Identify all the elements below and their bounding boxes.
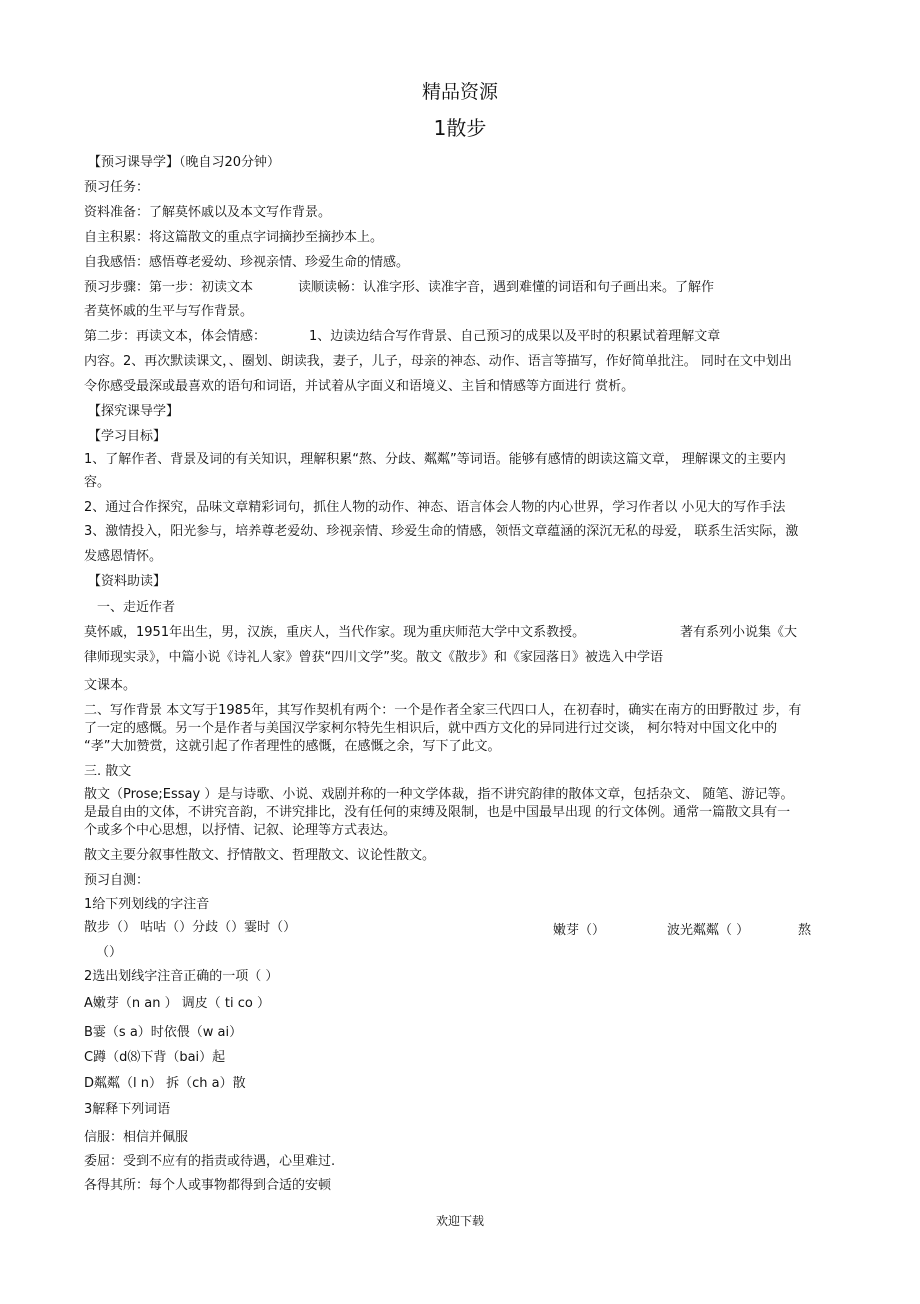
subsection-heading: 一、走近作者 [97,600,176,615]
text-line: 3、激情投入，阳光参与，培养尊老爱幼、珍视亲情、珍爱生命的情感，领悟文章蕴涵的深沉无私的母爱， 联系生活实际，激 [84,524,799,539]
text-line: 内容。2、再次默读课文，、圈划、朗读我，妻子，儿子，母亲的神态、动作、语言等描写，作好简单批注。 同时在文中划出 [84,354,792,369]
text-line: 嫩芽（） [553,923,606,938]
text-line: 各得其所：每个人或事物都得到合适的安顿 [84,1178,332,1193]
text-line: 预习任务： [84,180,150,195]
text-line: 熬 [798,923,812,938]
text-line: 委屈：受到不应有的指责或待遇，心里难过. [84,1154,336,1169]
text-line: 预习步骤：第一步：初读文本 [84,280,254,295]
text-line: 容。 [84,475,111,490]
text-line: 资料准备：了解莫怀戚以及本文写作背景。 [84,205,332,220]
text-line: 散步（） 咕咕（）分歧（）霎时（） [84,920,297,935]
text-line: 散文（Prose;Essay ）是与诗歌、小说、戏剧并称的一种文学体裁，指不讲究韵律的散体文章，包括杂文、 随笔、游记等。 [84,787,794,802]
text-line: （） [96,945,123,960]
question-3: 3解释下列词语 [84,1102,171,1117]
text-line: 了一定的感慨。另一个是作者与美国汉学家柯尔特先生相识后，就中西方文化的异同进行过交谈， 柯尔特对中国文化中的 [84,721,778,736]
text-line: 第二步：再读文本，体会情感： [84,329,267,344]
option-c: C蹲（d⑻下背（bai）起 [84,1050,226,1065]
text-line: 预习自测： [84,873,150,888]
text-line: 二、写作背景 本文写于1985年，其写作契机有两个：一个是作者全家三代四口人，在初春时，确实在南方的田野散过 步，有 [84,703,802,718]
question-1: 1给下列划线的字注音 [84,897,210,912]
text-line: 个或多个中心思想，以抒情、记叙、论理等方式表达。 [84,823,397,838]
option-b: B霎（s a）时依偎（w ai） [84,1025,243,1040]
text-line: 自我感悟：感悟尊老爱幼、珍视亲情、珍爱生命的情感。 [84,255,410,270]
text-line: 莫怀戚，1951年出生，男，汉族，重庆人，当代作家。现为重庆师范大学中文系教授。 [84,625,586,640]
text-line: 文课本。 [84,678,137,693]
text-line: 著有系列小说集《大 [680,625,798,640]
option-a: A嫩芽（n an ） 调皮（ ti co ） [84,996,270,1011]
text-line: 是最自由的文体，不讲究音韵，不讲究排比，没有任何的束缚及限制，也是中国最早出现 的行文体例。通常一篇散文具有一 [84,805,791,820]
section-heading-materials: 【资料助读】 [88,574,167,589]
text-line: 发感恩情怀。 [84,549,163,564]
text-line: 者莫怀戚的生平与写作背景。 [84,304,254,319]
text-line: 2、通过合作探究，品味文章精彩词句，抓住人物的动作、神态、语言体会人物的内心世界，学习作者以 小见大的写作手法 [84,500,786,515]
page-footer: 欢迎下载 [435,1214,484,1228]
text-line: “孝”大加赞赏，这就引起了作者理性的感慨，在感慨之余，写下了此文。 [84,739,501,754]
text-line: 信服：相信并佩服 [84,1130,189,1145]
text-line: 令你感受最深或最喜欢的语句和词语，并试着从字面义和语境义、主旨和情感等方面进行 赏析。 [84,379,635,394]
lesson-title: 1散步 [433,116,487,140]
page-header-title: 精品资源 [421,81,498,103]
section-heading-preview: 【预习课导学】（晚自习20分钟） [88,155,281,170]
question-2: 2选出划线字注音正确的一项（ ） [84,969,279,984]
text-line: 律师现实录》，中篇小说《诗礼人家》曾获“四川文学”奖。散文《散步》和《家园落日》被选入中学语 [84,650,663,665]
text-line: 自主积累：将这篇散文的重点字词摘抄至摘抄本上。 [84,230,384,245]
subsection-heading: 三. 散文 [84,764,132,779]
text-line: 1、边读边结合写作背景、自己预习的成果以及平时的积累试着理解文章 [309,329,721,344]
section-heading-explore: 【探究课导学】 [88,404,180,419]
option-d: D粼粼（l n） 拆（ch a）散 [84,1076,246,1091]
text-line: 波光粼粼（ ） [667,923,750,938]
text-line: 散文主要分叙事性散文、抒情散文、哲理散文、议论性散文。 [84,848,436,863]
section-heading-goals: 【学习目标】 [88,429,167,444]
text-line: 读顺读畅：认准字形、读准字音，遇到难懂的词语和句子画出来。了解作 [298,280,715,295]
text-line: 1、了解作者、背景及词的有关知识，理解积累“熬、分歧、粼粼”等词语。能够有感情的朗读这篇文章， 理解课文的主要内 [84,452,786,467]
